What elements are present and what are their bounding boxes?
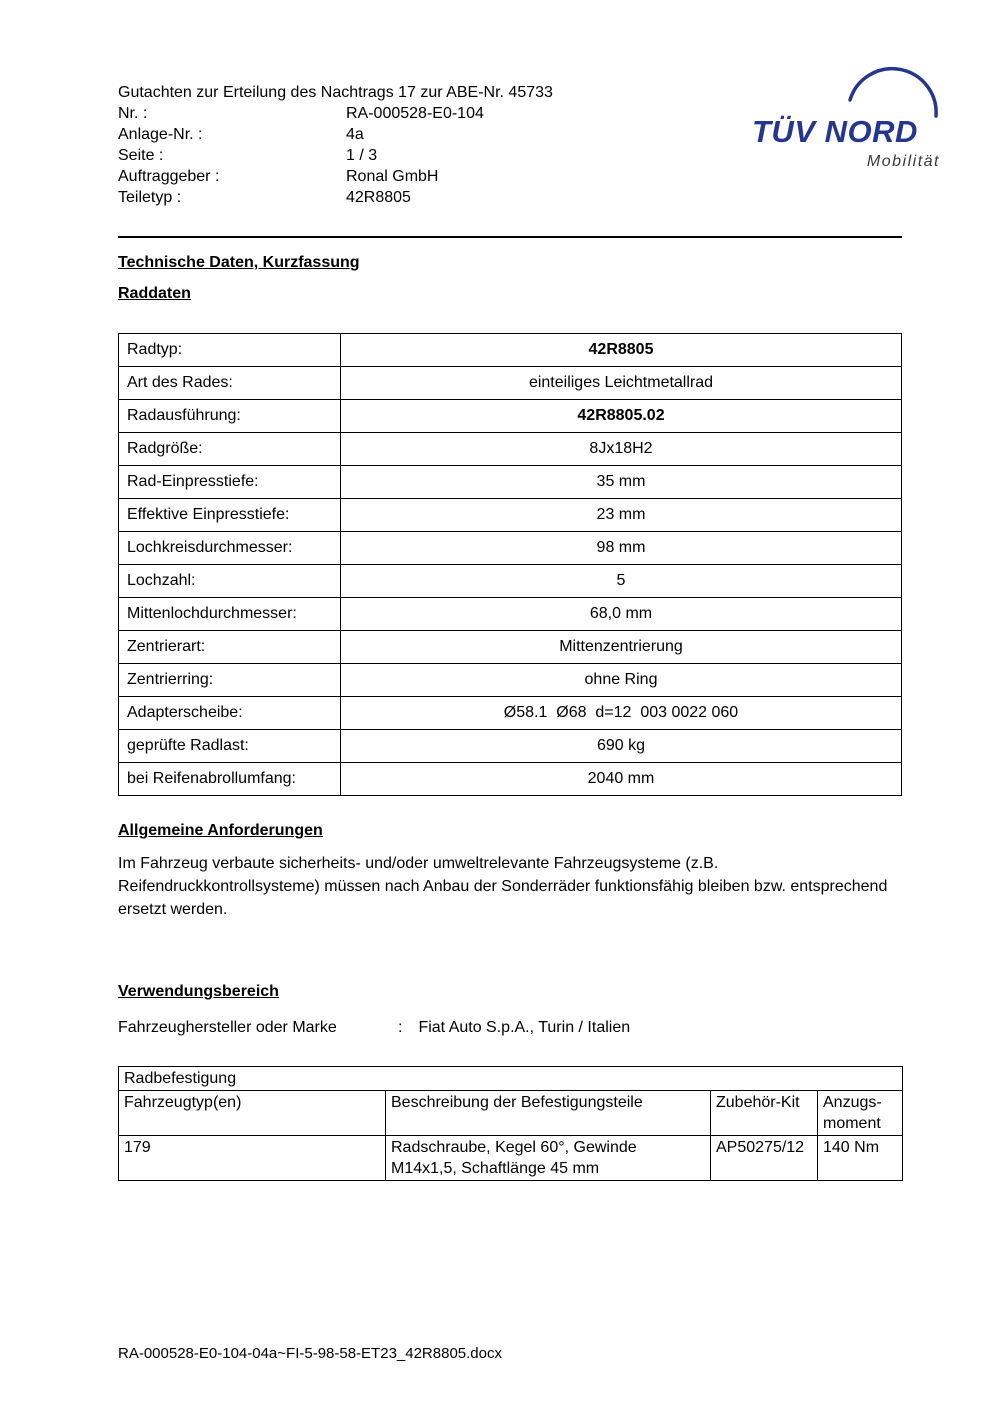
field-label-anlage: Anlage-Nr. : bbox=[118, 126, 203, 143]
table-row bbox=[119, 499, 902, 532]
row-label: Lochzahl: bbox=[119, 565, 341, 598]
row-value: 68,0 mm bbox=[341, 598, 902, 631]
raddaten-table bbox=[118, 333, 902, 796]
row-value: Ø58.1 Ø68 d=12 003 0022 060 bbox=[341, 697, 902, 730]
row-value: 42R8805 bbox=[341, 334, 902, 367]
field-label-nr: Nr. : bbox=[118, 105, 148, 122]
document-title: Gutachten zur Erteilung des Nachtrags 17 zur ABE-Nr. 45733 bbox=[118, 84, 553, 101]
fahrzeughersteller-value: Fiat Auto S.p.A., Turin / Italien bbox=[418, 1019, 631, 1036]
field-value-teiletyp: 42R8805 bbox=[346, 189, 411, 206]
table-row bbox=[119, 334, 902, 367]
logo-subtitle: Mobilität bbox=[866, 153, 940, 170]
fahrzeughersteller-label: Fahrzeughersteller oder Marke bbox=[118, 1019, 337, 1036]
row-value: 35 mm bbox=[341, 466, 902, 499]
column-header-beschreibung: Beschreibung der Befestigungsteile bbox=[386, 1091, 711, 1136]
section-heading-technische-daten: Technische Daten, Kurzfassung bbox=[118, 254, 360, 271]
row-value: 98 mm bbox=[341, 532, 902, 565]
cell-fahrzeugtyp: 179 bbox=[119, 1136, 386, 1181]
field-label-auftraggeber: Auftraggeber : bbox=[118, 168, 220, 185]
table-row bbox=[119, 367, 902, 400]
row-label: Radgröße: bbox=[119, 433, 341, 466]
row-value: ohne Ring bbox=[341, 664, 902, 697]
logo-wordmark: TÜV NORD bbox=[752, 114, 918, 149]
row-value: Mittenzentrierung bbox=[341, 631, 902, 664]
table-row bbox=[119, 763, 902, 796]
document-footer-filename: RA-000528-E0-104-04a~FI-5-98-58-ET23_42R8805.docx bbox=[118, 1345, 502, 1362]
row-label: geprüfte Radlast: bbox=[119, 730, 341, 763]
column-header-fahrzeugtyp: Fahrzeugtyp(en) bbox=[119, 1091, 386, 1136]
row-label: Zentrierart: bbox=[119, 631, 341, 664]
row-value: 23 mm bbox=[341, 499, 902, 532]
cell-beschreibung: Radschraube, Kegel 60°, Gewinde M14x1,5, Schaftlänge 45 mm bbox=[386, 1136, 711, 1181]
row-label: Art des Rades: bbox=[119, 367, 341, 400]
cell-zubehoer-kit: AP50275/12 bbox=[711, 1136, 818, 1181]
header-divider bbox=[118, 236, 902, 238]
table-row bbox=[119, 697, 902, 730]
row-value: 2040 mm bbox=[341, 763, 902, 796]
table-header-row bbox=[119, 1091, 903, 1136]
row-label: Lochkreisdurchmesser: bbox=[119, 532, 341, 565]
row-value: 5 bbox=[341, 565, 902, 598]
radbefestigung-title: Radbefestigung bbox=[119, 1067, 903, 1091]
table-row bbox=[119, 433, 902, 466]
table-row bbox=[119, 1136, 903, 1181]
field-value-anlage: 4a bbox=[346, 126, 364, 143]
field-label-teiletyp: Teiletyp : bbox=[118, 189, 182, 206]
section-heading-raddaten: Raddaten bbox=[118, 285, 191, 302]
row-label: Adapterscheibe: bbox=[119, 697, 341, 730]
radbefestigung-table bbox=[118, 1066, 903, 1181]
column-header-zubehoer-kit: Zubehör-Kit bbox=[711, 1091, 818, 1136]
document-header bbox=[118, 82, 902, 208]
field-value-auftraggeber: Ronal GmbH bbox=[346, 168, 439, 185]
allgemeine-anforderungen-text: Im Fahrzeug verbaute sicherheits- und/oder umweltrelevante Fahrzeugsysteme (z.B. Reifendruckkontrollsysteme) müssen nach Anbau der Sonderräder funktionsfähig bleiben bzw. entsprechend ersetzt werden. bbox=[118, 855, 888, 918]
row-label: Effektive Einpresstiefe: bbox=[119, 499, 341, 532]
table-row bbox=[119, 532, 902, 565]
row-value: 8Jx18H2 bbox=[341, 433, 902, 466]
row-label: Radtyp: bbox=[119, 334, 341, 367]
row-value: 42R8805.02 bbox=[341, 400, 902, 433]
table-row bbox=[119, 466, 902, 499]
row-label: Radausführung: bbox=[119, 400, 341, 433]
row-label: bei Reifenabrollumfang: bbox=[119, 763, 341, 796]
row-label: Mittenlochdurchmesser: bbox=[119, 598, 341, 631]
fahrzeughersteller-line bbox=[118, 1017, 902, 1038]
cell-anzugsmoment: 140 Nm bbox=[818, 1136, 903, 1181]
section-heading-verwendungsbereich: Verwendungsbereich bbox=[118, 983, 279, 1000]
row-value: 690 kg bbox=[341, 730, 902, 763]
table-row bbox=[119, 730, 902, 763]
field-value-nr: RA-000528-E0-104 bbox=[346, 105, 484, 122]
column-header-anzugsmoment: Anzugs-moment bbox=[818, 1091, 903, 1136]
fahrzeughersteller-colon: : bbox=[398, 1019, 403, 1036]
row-label: Zentrierring: bbox=[119, 664, 341, 697]
table-row bbox=[119, 598, 902, 631]
table-row bbox=[119, 631, 902, 664]
field-label-seite: Seite : bbox=[118, 147, 164, 164]
document-content bbox=[118, 82, 902, 1181]
row-value: einteiliges Leichtmetallrad bbox=[341, 367, 902, 400]
section-heading-allgemeine-anforderungen: Allgemeine Anforderungen bbox=[118, 822, 323, 839]
table-row bbox=[119, 565, 902, 598]
table-row bbox=[119, 400, 902, 433]
table-row bbox=[119, 664, 902, 697]
table-title-row bbox=[119, 1067, 903, 1091]
field-value-seite: 1 / 3 bbox=[346, 147, 378, 164]
row-label: Rad-Einpresstiefe: bbox=[119, 466, 341, 499]
